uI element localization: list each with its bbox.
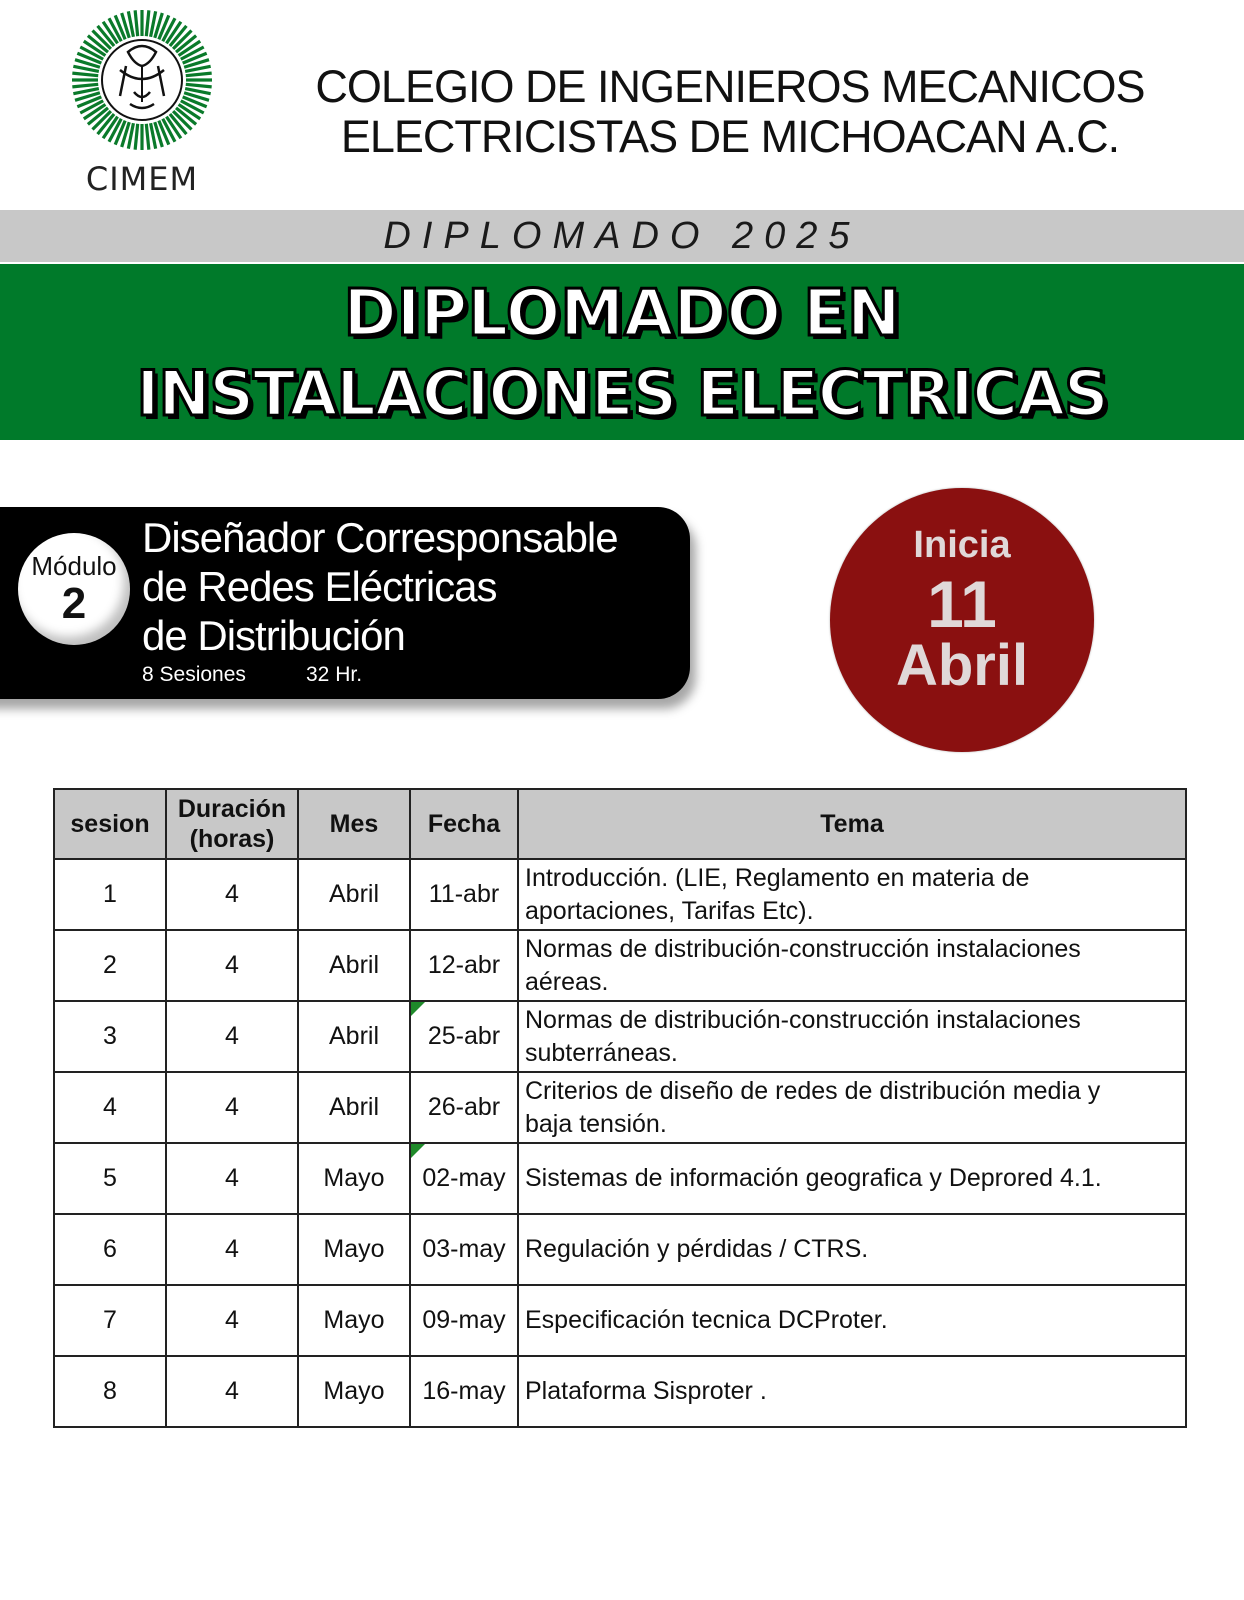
- cell-fecha: 26-abr: [410, 1072, 518, 1143]
- cell-tema: [518, 1072, 1186, 1143]
- cell-tema: [518, 930, 1186, 1001]
- logo-emblem: [70, 8, 214, 152]
- cell-mes: Mayo: [298, 1285, 410, 1356]
- tema-line-2: aéreas.: [525, 967, 609, 996]
- cell-mes: Mayo: [298, 1214, 410, 1285]
- table-header-row: [54, 789, 1186, 859]
- module-badge: [18, 533, 130, 645]
- module-title-line-1: Diseñador Corresponsable: [142, 514, 618, 561]
- table-row: [54, 930, 1186, 1001]
- cell-fecha: 11-abr: [410, 859, 518, 930]
- header-sesion: sesion: [54, 789, 166, 859]
- cell-duracion: 4: [166, 1143, 298, 1214]
- logo-ray: [146, 124, 149, 150]
- tema-line-1: Criterios de diseño de redes de distribución media y: [525, 1076, 1101, 1105]
- cell-sesion: 1: [54, 859, 166, 930]
- cell-duracion: 4: [166, 1285, 298, 1356]
- logo-ray: [72, 84, 98, 87]
- start-day: 11: [927, 567, 997, 641]
- cell-duracion: 4: [166, 930, 298, 1001]
- cell-fecha: 25-abr: [410, 1001, 518, 1072]
- start-label: Inicia: [913, 524, 1011, 566]
- tema-line-1: Normas de distribución-construcción instalaciones: [525, 934, 1081, 963]
- cell-tema: [518, 1001, 1186, 1072]
- logo-ray: [146, 10, 149, 36]
- logo-text: CIMEM: [85, 160, 199, 198]
- table-row: [54, 1072, 1186, 1143]
- title-line-1: DIPLOMADO EN: [343, 277, 901, 351]
- cell-tema: Plataforma Sisproter .: [518, 1356, 1186, 1427]
- cell-fecha: 16-may: [410, 1356, 518, 1427]
- cell-tema: Regulación y pérdidas / CTRS.: [518, 1214, 1186, 1285]
- schedule-table: [53, 788, 1187, 1428]
- logo-ray: [135, 124, 138, 150]
- diplomado-year-band: DIPLOMADO 2025: [0, 210, 1244, 262]
- header-tema: Tema: [518, 789, 1186, 859]
- cell-tema: Sistemas de información geografica y Deprored 4.1.: [518, 1143, 1186, 1214]
- table-row: [54, 1356, 1186, 1427]
- table-row: [54, 1143, 1186, 1214]
- module-hours: 32 Hr.: [306, 663, 363, 686]
- header-mes: Mes: [298, 789, 410, 859]
- module-banner: [0, 507, 690, 699]
- cell-duracion: 4: [166, 1001, 298, 1072]
- cell-duracion: 4: [166, 1356, 298, 1427]
- cell-duracion: 4: [166, 1214, 298, 1285]
- header-duracion: [166, 789, 298, 859]
- title-line-2: INSTALACIONES ELECTRICAS: [136, 357, 1108, 430]
- cell-fecha: 02-may: [410, 1143, 518, 1214]
- table-row: [54, 1285, 1186, 1356]
- tema-line-2: subterráneas.: [525, 1038, 678, 1067]
- cell-sesion: 8: [54, 1356, 166, 1427]
- cell-mes: Abril: [298, 1072, 410, 1143]
- cell-fecha: 03-may: [410, 1214, 518, 1285]
- cell-mes: Mayo: [298, 1143, 410, 1214]
- tema-line-2: aportaciones, Tarifas Etc).: [525, 896, 814, 925]
- table-row: [54, 859, 1186, 930]
- logo-ray: [72, 73, 98, 76]
- cimem-logo: [62, 8, 222, 198]
- cell-mes: Mayo: [298, 1356, 410, 1427]
- cell-tema: [518, 859, 1186, 930]
- tema-line-1: Introducción. (LIE, Reglamento en materia de: [525, 863, 1030, 892]
- cell-tema: Especificación tecnica DCProter.: [518, 1285, 1186, 1356]
- cell-fecha: 12-abr: [410, 930, 518, 1001]
- start-date-badge: [830, 488, 1094, 752]
- cell-duracion: 4: [166, 859, 298, 930]
- cell-duracion: 4: [166, 1072, 298, 1143]
- cell-sesion: 7: [54, 1285, 166, 1356]
- cell-fecha: 09-may: [410, 1285, 518, 1356]
- header-fecha: Fecha: [410, 789, 518, 859]
- cell-sesion: 4: [54, 1072, 166, 1143]
- title-band: [0, 264, 1244, 440]
- cell-mes: Abril: [298, 1001, 410, 1072]
- organization-name: [230, 62, 1230, 162]
- org-line-2: ELECTRICISTAS DE MICHOACAN A.C.: [340, 111, 1120, 162]
- tema-line-1: Normas de distribución-construcción instalaciones: [525, 1005, 1081, 1034]
- org-line-1: COLEGIO DE INGENIEROS MECANICOS: [315, 61, 1145, 112]
- logo-ray: [186, 84, 212, 87]
- header-duracion-line-1: Duración: [177, 795, 287, 823]
- header-duracion-line-2: (horas): [189, 825, 275, 853]
- cell-sesion: 2: [54, 930, 166, 1001]
- module-title-line-2: de Redes Eléctricas: [142, 563, 497, 610]
- module-title: [142, 513, 618, 660]
- start-month: Abril: [895, 633, 1029, 698]
- module-word: Módulo: [31, 551, 117, 581]
- cell-mes: Abril: [298, 930, 410, 1001]
- cell-sesion: 6: [54, 1214, 166, 1285]
- module-sessions: 8 Sesiones: [142, 663, 246, 686]
- cell-sesion: 5: [54, 1143, 166, 1214]
- cell-mes: Abril: [298, 859, 410, 930]
- logo-ray: [135, 10, 138, 36]
- tema-line-2: baja tensión.: [525, 1109, 667, 1138]
- table-row: [54, 1214, 1186, 1285]
- cell-sesion: 3: [54, 1001, 166, 1072]
- table-row: [54, 1001, 1186, 1072]
- module-number: 2: [61, 579, 87, 628]
- module-title-line-3: de Distribución: [142, 612, 405, 659]
- logo-ray: [186, 73, 212, 76]
